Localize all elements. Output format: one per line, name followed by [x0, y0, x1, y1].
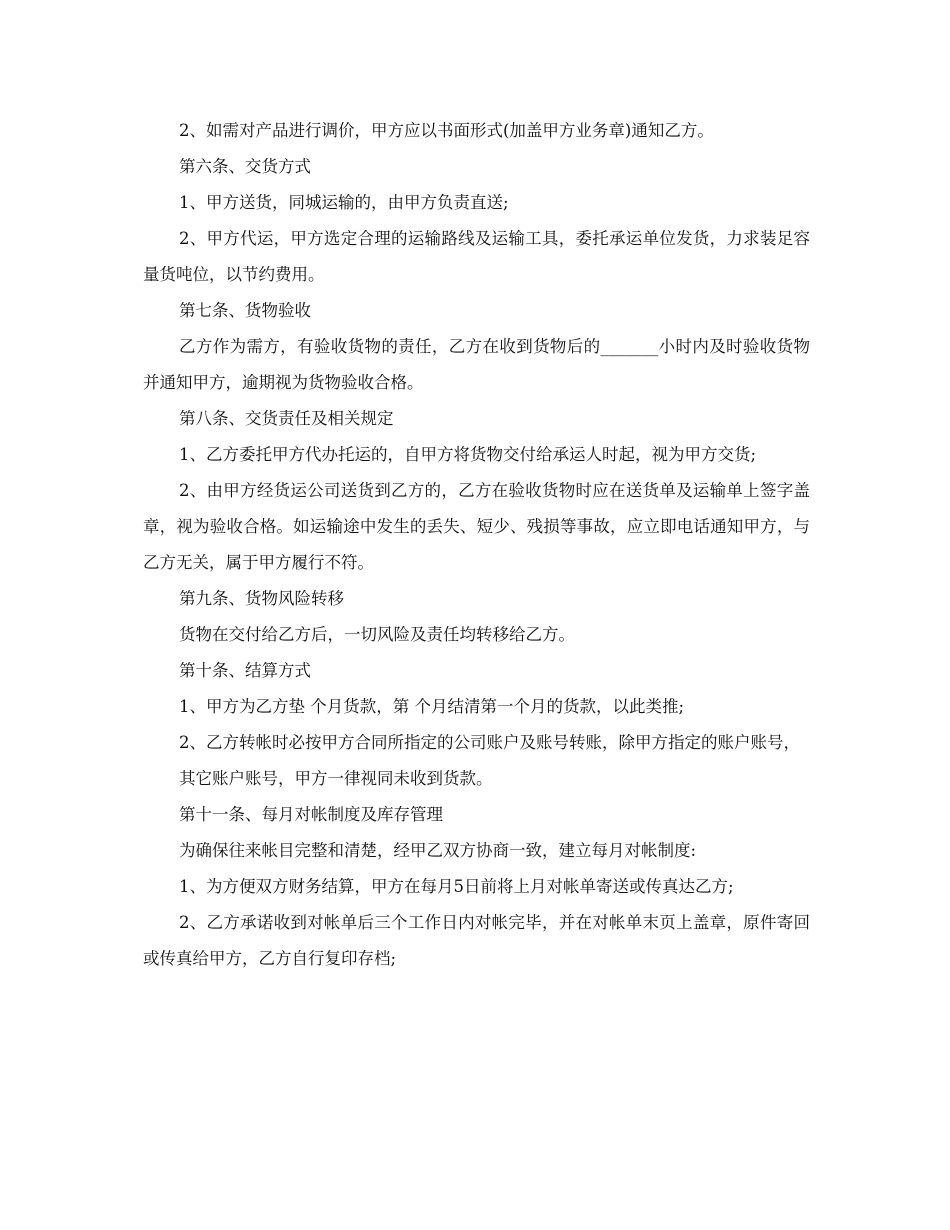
heading-article-8: 第八条、交货责任及相关规定 [179, 409, 394, 428]
paragraph-responsibility-1: 1、乙方委托甲方代办托运的，自甲方将货物交付给承运人时起，视为甲方交货; [179, 445, 757, 464]
heading-article-9: 第九条、货物风险转移 [179, 589, 344, 608]
heading-article-6: 第六条、交货方式 [179, 157, 311, 176]
paragraph-reconciliation-1: 1、为方便双方财务结算，甲方在每月5日前将上月对帐单寄送或传真达乙方; [179, 877, 734, 896]
paragraph-delivery-2: 2、甲方代运，甲方选定合理的运输路线及运输工具，委托承运单位发货，力求装足容量货吨位，以节约费用。 [143, 229, 810, 284]
paragraph-reconciliation-intro: 为确保往来帐目完整和清楚，经甲乙双方协商一致，建立每月对帐制度: [179, 841, 697, 860]
heading-article-10: 第十条、结算方式 [179, 661, 311, 680]
heading-article-11: 第十一条、每月对帐制度及库存管理 [179, 805, 443, 824]
document-body [143, 113, 810, 977]
paragraph-inspection: 乙方作为需方，有验收货物的责任，乙方在收到货物后的_______小时内及时验收货物并通知甲方，逾期视为货物验收合格。 [143, 337, 810, 392]
paragraph-risk-transfer: 货物在交付给乙方后，一切风险及责任均转移给乙方。 [179, 625, 575, 644]
heading-article-7: 第七条、货物验收 [179, 301, 311, 320]
paragraph-reconciliation-2: 2、乙方承诺收到对帐单后三个工作日内对帐完毕，并在对帐单末页上盖章，原件寄回或传真给甲方，乙方自行复印存档; [143, 913, 810, 968]
paragraph-settlement-1: 1、甲方为乙方垫 个月货款，第 个月结清第一个月的货款，以此类推; [179, 697, 685, 716]
paragraph-settlement-3: 其它账户账号，甲方一律视同未收到货款。 [179, 769, 493, 788]
paragraph-responsibility-2: 2、由甲方经货运公司送货到乙方的，乙方在验收货物时应在送货单及运输单上签字盖章，视为验收合格。如运输途中发生的丢失、短少、残损等事故，应立即电话通知甲方，与乙方无关，属于甲方履行不符。 [143, 481, 810, 572]
paragraph-settlement-2: 2、乙方转帐时必按甲方合同所指定的公司账户及账号转账，除甲方指定的账户账号， [179, 733, 800, 752]
paragraph-price-adjustment: 2、如需对产品进行调价，甲方应以书面形式(加盖甲方业务章)通知乙方。 [179, 121, 714, 140]
paragraph-delivery-1: 1、甲方送货，同城运输的，由甲方负责直送; [179, 193, 509, 212]
